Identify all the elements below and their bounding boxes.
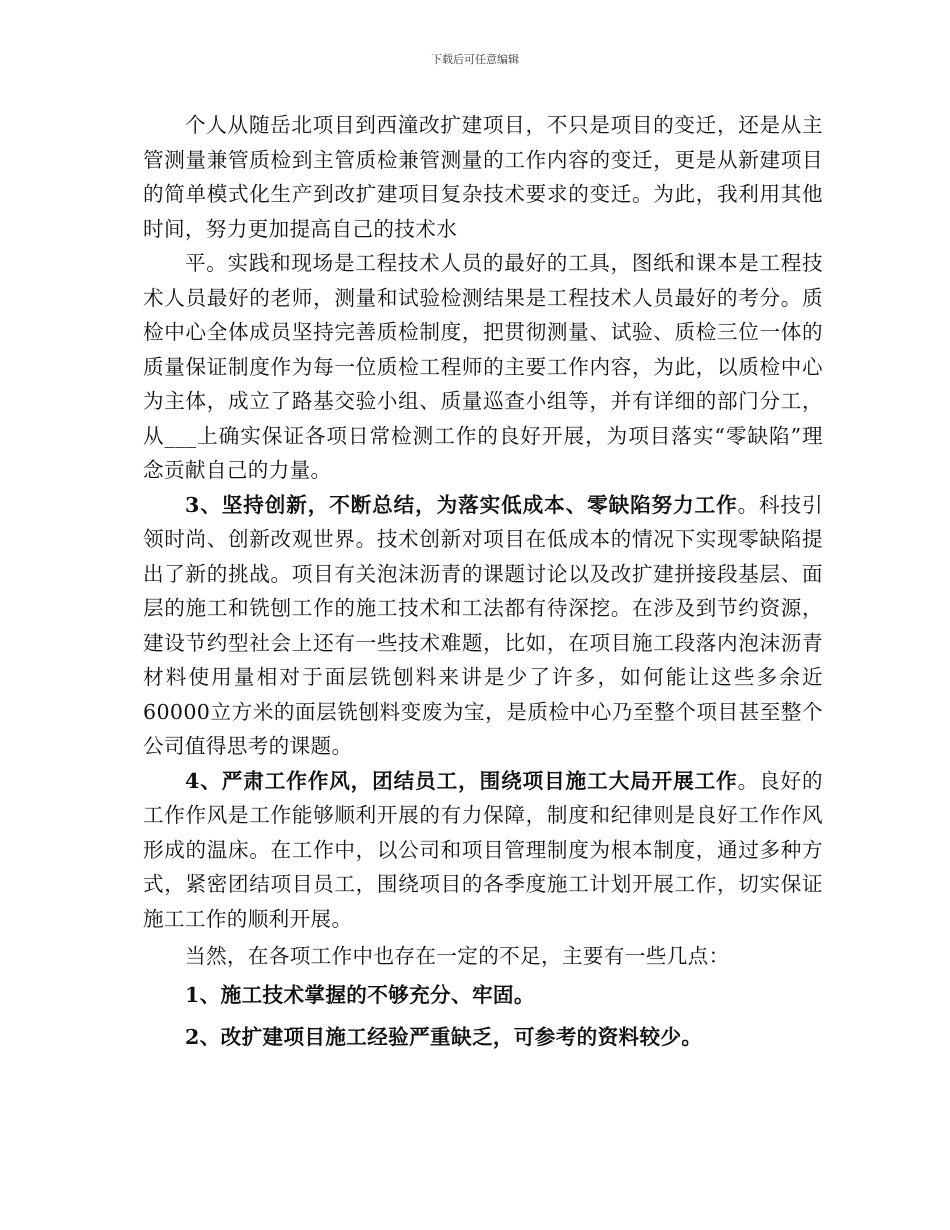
work-style-body: 。良好的工作作风是工作能够顺利开展的有力保障，制度和纪律则是良好工作作风形成的温床。在工作中，以公司和项目管理制度为根本制度，通过多种方式，紧密团结项目员工，围绕项目的各季度施工计划开展工作，切实保证施工工作的顺利开展。 <box>143 768 823 931</box>
shortcoming-item: 1、施工技术掌握的不够充分、牢固。 <box>185 982 535 1007</box>
innovation-heading: 3、坚持创新，不断总结，为落实低成本、零缺陷努力工作 <box>185 492 738 517</box>
work-style-heading: 4、严肃工作作风，团结员工，围绕项目施工大局开展工作 <box>185 768 738 793</box>
innovation-body: 。科技引领时尚、创新改观世界。技术创新对项目在低成本的情况下实现零缺陷提出了新的挑战。项目有关泡沫沥青的课题讨论以及改扩建拼接段基层、面层的施工和铣刨工作的施工技术和工法都有待深挖。在涉及到节约资源，建设节约型社会上还有一些技术难题，比如，在项目施工段落内泡沫沥青材料使用量相对于面层铣刨料来讲是少了许多，如何能让这些多余近60000立方米的面层铣刨料变废为宝，是质检中心乃至整个项目甚至整个公司值得思考的课题。 <box>143 492 823 758</box>
paragraph-innovation <box>143 488 823 764</box>
shortcomings-intro: 当然，在各项工作中也存在一定的不足，主要有一些几点： <box>185 944 730 968</box>
paragraph-quality-system: 平。实践和现场是工程技术人员的最好的工具，图纸和课本是工程技术人员最好的老师，测量和试验检测结果是工程技术人员最好的考分。质检中心全体成员坚持完善质检制度，把贯彻测量、试验、质检三位一体的质量保证制度作为每一位质检工程师的主要工作内容，为此，以质检中心为主体，成立了路基交验小组、质量巡查小组等，并有详细的部门分工，从___上确实保证各项日常检测工作的良好开展，为项目落实“零缺陷”理念贡献自己的力量。 <box>143 251 823 482</box>
paragraph-work-style <box>143 764 823 937</box>
shortcoming-item: 2、改扩建项目施工经验严重缺乏，可参考的资料较少。 <box>185 1024 703 1049</box>
page-header-note: 下载后可任意编辑 <box>431 53 519 66</box>
paragraph-project-change: 个人从随岳北项目到西潼改扩建项目，不只是项目的变迁，还是从主管测量兼管质检到主管质检兼管测量的工作内容的变迁，更是从新建项目的简单模式化生产到改扩建项目复杂技术要求的变迁。为此，我利用其他时间，努力更加提高自己的技术水 <box>143 113 823 241</box>
document-body <box>143 108 823 1058</box>
